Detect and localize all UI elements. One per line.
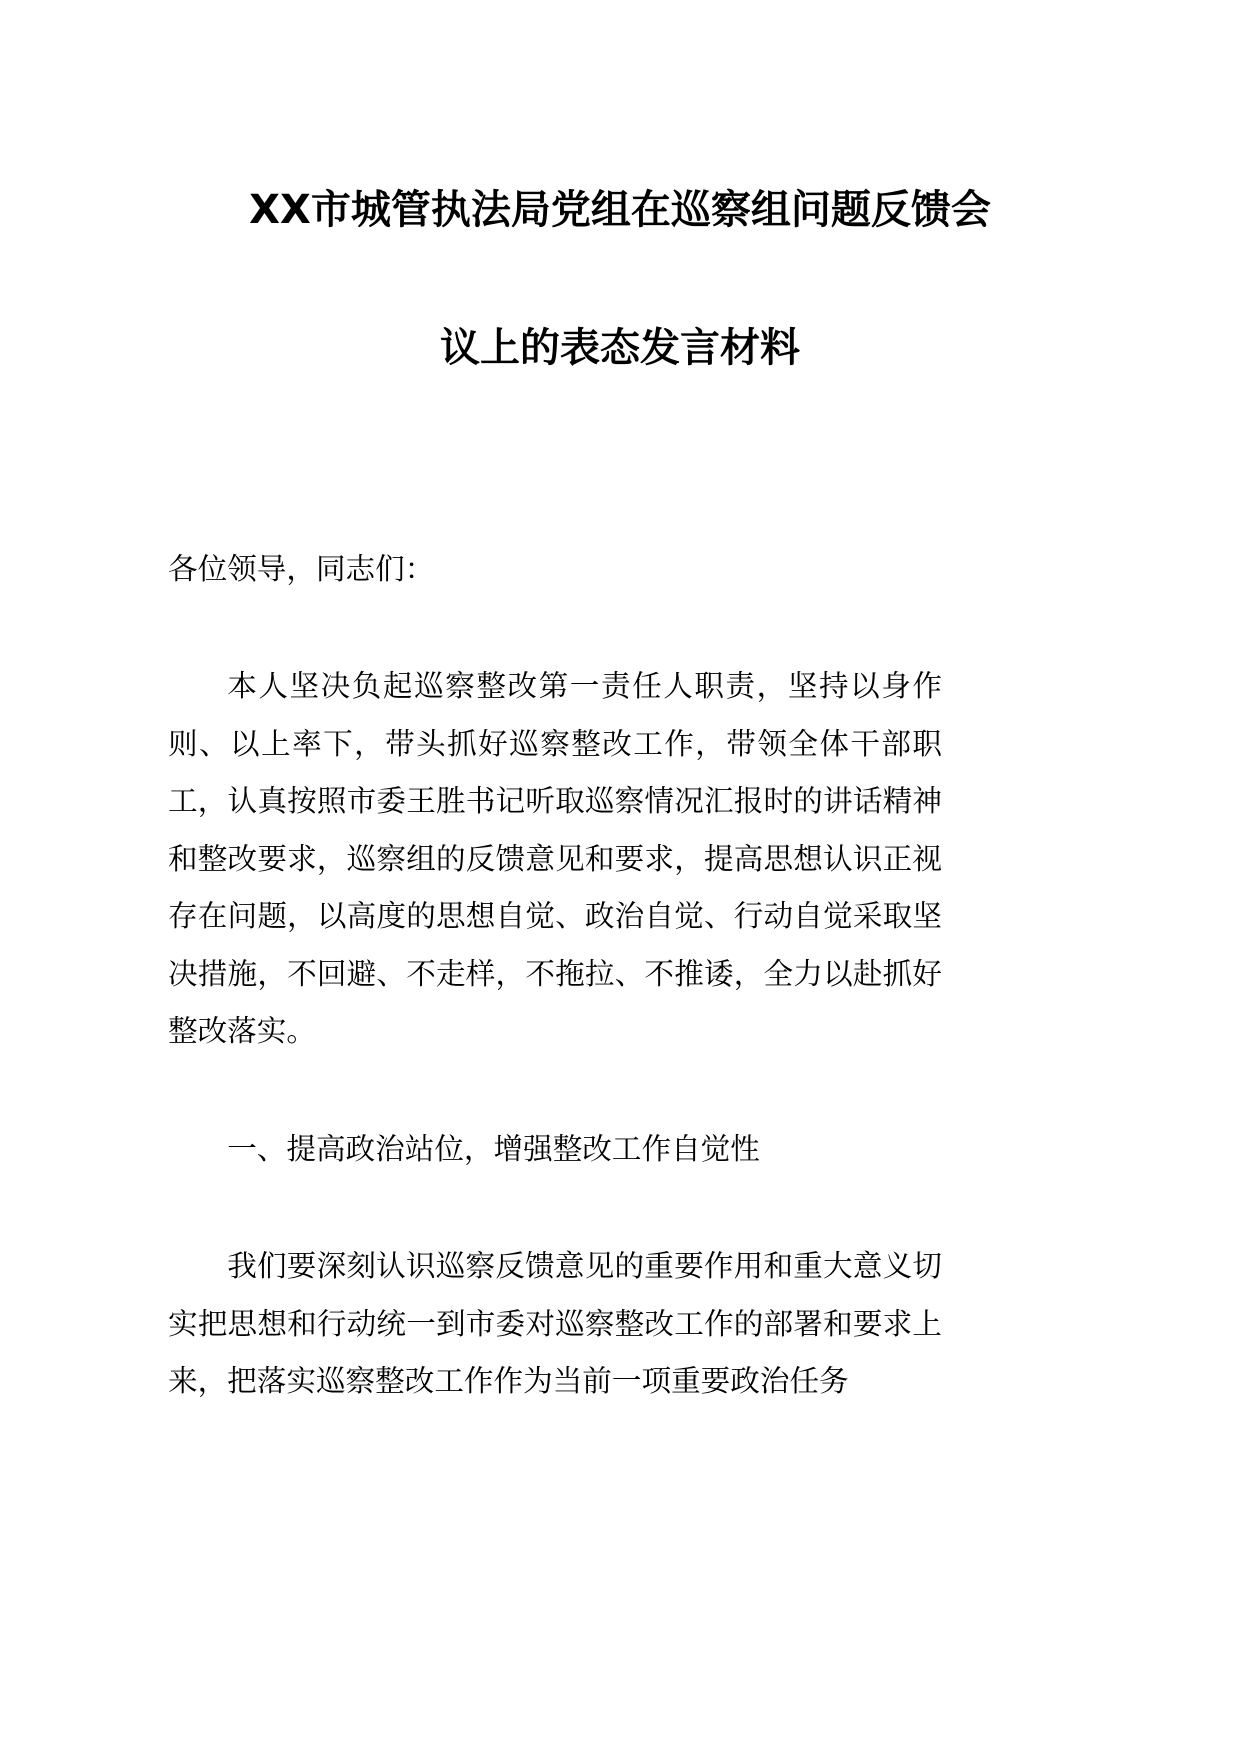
salutation: 各位领导，同志们： bbox=[168, 552, 435, 586]
body-paragraph: 我们要深刻认识巡察反馈意见的重要作用和重大意义切实把思想和行动统一到市委对巡察整改工作的部署和要求上来，把落实巡察整改工作作为当前一项重要政治任务 bbox=[168, 1249, 942, 1398]
body-paragraph: 本人坚决负起巡察整改第一责任人职责，坚持以身作则、以上率下，带头抓好巡察整改工作，带领全体干部职工，认真按照市委王胜书记听取巡察情况汇报时的讲话精神和整改要求，巡察组的反馈意见和要求，提高思想认识正视存在问题，以高度的思想自觉、政治自觉、行动自觉采取坚决措施，不回避、不走样，不拖拉、不推诿，全力以赴抓好整改落实。 bbox=[168, 669, 942, 1048]
document-title-line-2: 议上的表态发言材料 bbox=[440, 325, 800, 371]
section-heading: 一、提高政治站位，增强整改工作自觉性 bbox=[227, 1132, 760, 1166]
document-title-line-1: XX市城管执法局党组在巡察组问题反馈会 bbox=[249, 187, 991, 233]
